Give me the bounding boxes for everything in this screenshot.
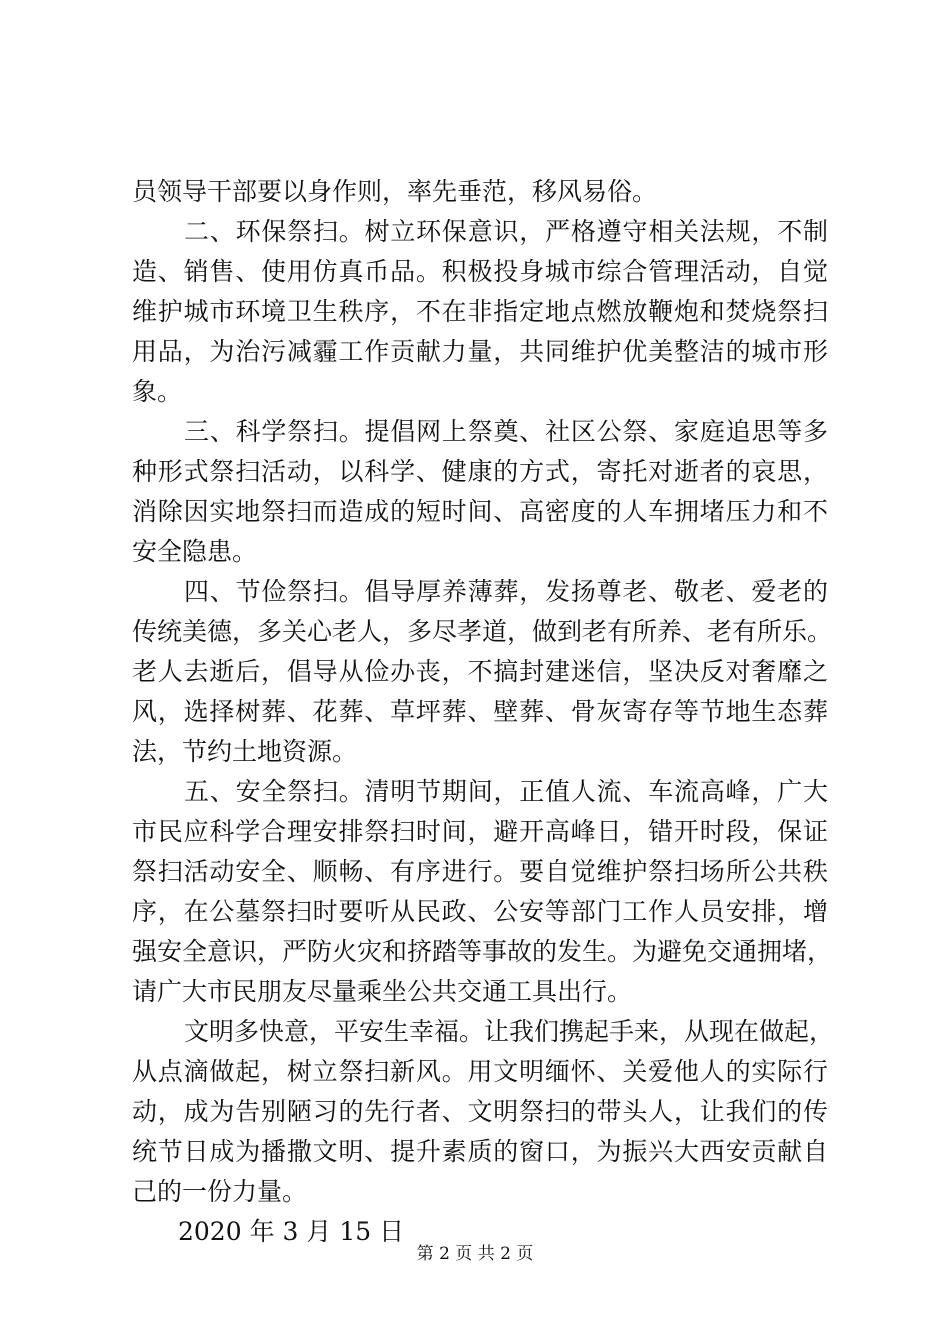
text-line: 象。 — [132, 377, 183, 406]
text-line: 种形式祭扫活动，以科学、健康的方式，寄托对逝者的哀思， — [132, 457, 828, 486]
text-line: 维护城市环境卫生秩序，不在非指定地点燃放鞭炮和焚烧祭扫 — [132, 297, 828, 326]
text-line: 传统美德，多关心老人，多尽孝道，做到老有所养、老有所乐。 — [132, 617, 833, 646]
page-footer: 第 2 页 共 2 页 — [416, 1244, 534, 1264]
text-line: 序，在公墓祭扫时要听从民政、公安等部门工作人员安排，增 — [132, 897, 828, 926]
text-line: 动，成为告别陋习的先行者、文明祭扫的带头人，让我们的传 — [132, 1097, 828, 1126]
text-line: 请广大市民朋友尽量乘坐公共交通工具出行。 — [132, 977, 633, 1006]
text-line: 市民应科学合理安排祭扫时间，避开高峰日，错开时段，保证 — [132, 817, 828, 846]
text-line: 二、环保祭扫。树立环保意识，严格遵守相关法规，不制 — [184, 217, 828, 246]
text-line: 老人去逝后，倡导从俭办丧，不搞封建迷信，坚决反对奢靡之 — [132, 657, 828, 686]
text-line: 统节日成为播撒文明、提升素质的窗口，为振兴大西安贡献自 — [132, 1137, 828, 1166]
text-line: 法，节约土地资源。 — [132, 737, 358, 766]
document-body — [132, 172, 835, 1252]
text-line: 四、节俭祭扫。倡导厚养薄葬，发扬尊老、敬老、爱老的 — [184, 577, 828, 606]
text-line: 己的一份力量。 — [132, 1177, 308, 1206]
text-line: 祭扫活动安全、顺畅、有序进行。要自觉维护祭扫场所公共秩 — [132, 857, 828, 886]
text-line: 三、科学祭扫。提倡网上祭奠、社区公祭、家庭追思等多 — [184, 417, 828, 446]
text-line: 员领导干部要以身作则，率先垂范，移风易俗。 — [132, 177, 658, 206]
text-line: 文明多快意，平安生幸福。让我们携起手来，从现在做起， — [184, 1017, 835, 1046]
text-line: 用品，为治污减霾工作贡献力量，共同维护优美整洁的城市形 — [132, 337, 828, 366]
document-date: 2020 年 3 月 15 日 — [178, 1217, 405, 1246]
text-line: 消除因实地祭扫而造成的短时间、高密度的人车拥堵压力和不 — [132, 497, 828, 526]
text-line: 五、安全祭扫。清明节期间，正值人流、车流高峰，广大 — [184, 777, 828, 806]
text-line: 造、销售、使用仿真币品。积极投身城市综合管理活动，自觉 — [132, 257, 828, 286]
text-line: 强安全意识，严防火灾和挤踏等事故的发生。为避免交通拥堵， — [132, 937, 833, 966]
text-line: 风，选择树葬、花葬、草坪葬、壁葬、骨灰寄存等节地生态葬 — [132, 697, 828, 726]
text-line: 从点滴做起，树立祭扫新风。用文明缅怀、关爱他人的实际行 — [132, 1057, 828, 1086]
text-line: 安全隐患。 — [132, 537, 258, 566]
